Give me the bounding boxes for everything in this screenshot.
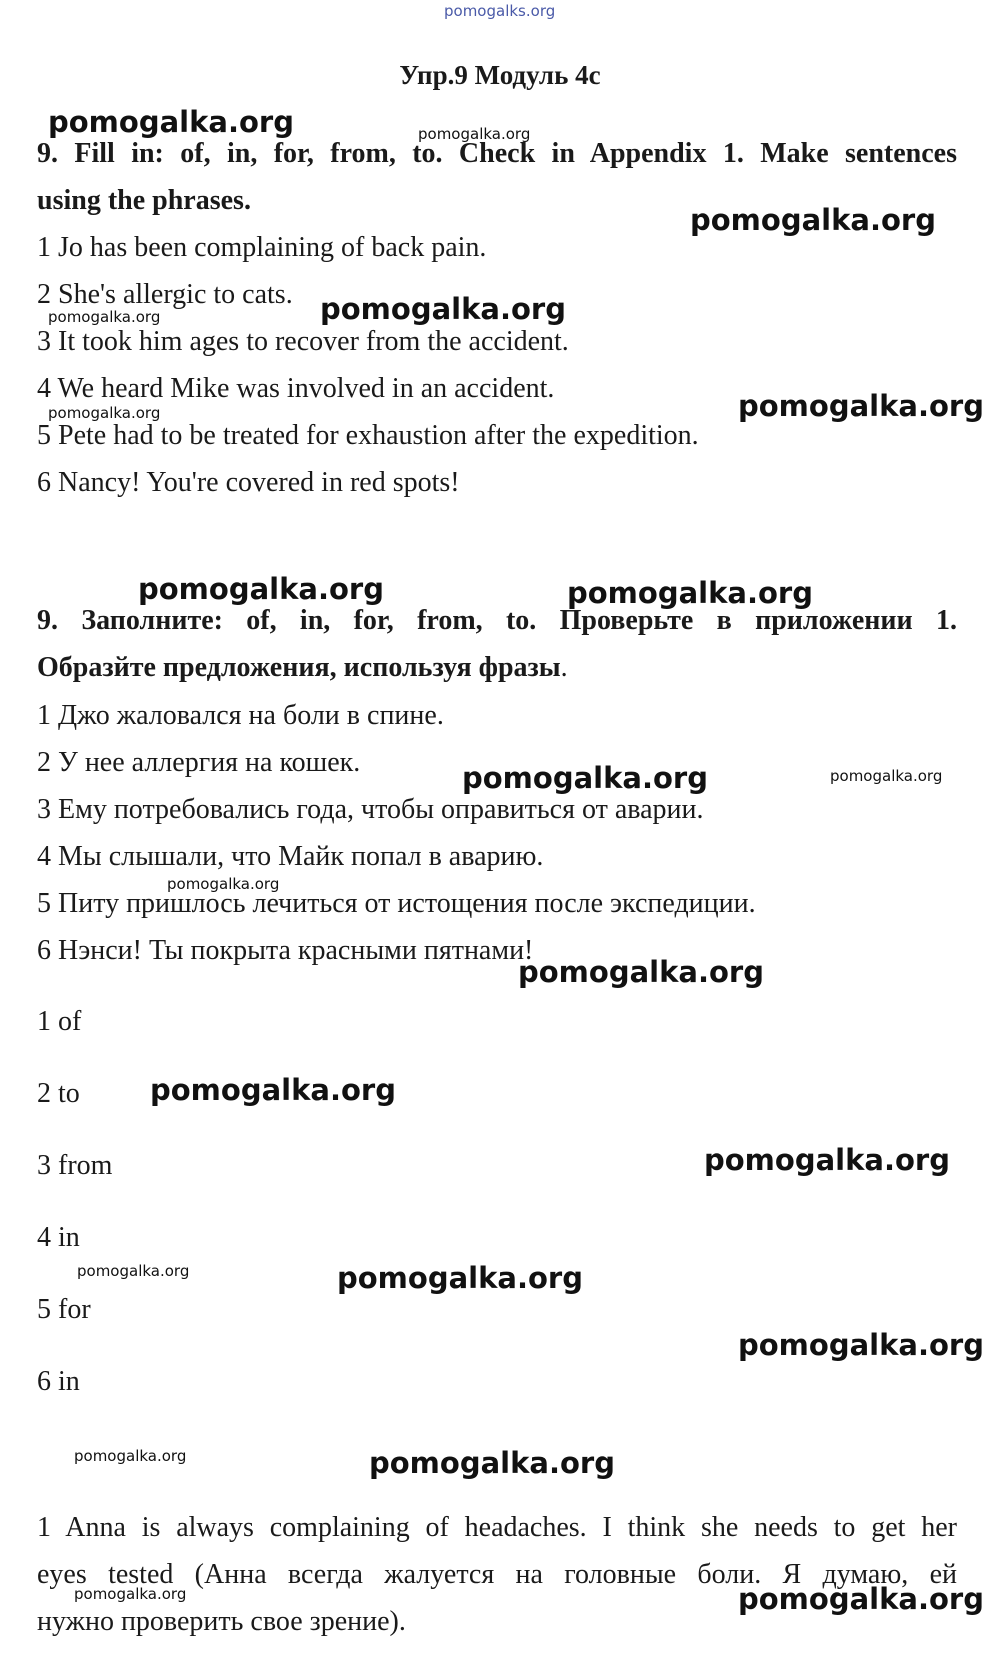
watermark: pomogalka.org — [518, 955, 764, 989]
answer-item: 1 of — [37, 1006, 82, 1037]
watermark: pomogalka.org — [320, 292, 566, 326]
watermark: pomogalka.org — [48, 404, 161, 422]
watermark: pomogalka.org — [74, 1585, 187, 1603]
russian-instruction-line2: Образйте предложения, используя фразы — [37, 652, 561, 683]
russian-sentence: 5 Питу пришлось лечиться от истощения после экспедиции. — [37, 888, 756, 919]
page-title: Упр.9 Модуль 4c — [399, 60, 601, 90]
answer-item: 4 in — [37, 1222, 80, 1253]
top-watermark: pomogalks.org — [444, 2, 556, 20]
answer-item: 2 to — [37, 1078, 80, 1109]
answer-item: 5 for — [37, 1294, 91, 1325]
answer-item: 3 from — [37, 1150, 113, 1181]
english-sentence: 3 It took him ages to recover from the accident. — [37, 326, 569, 357]
russian-sentence: 3 Ему потребовались года, чтобы оправиться от аварии. — [37, 794, 704, 825]
russian-sentence: 2 У нее аллергия на кошек. — [37, 747, 361, 778]
watermark: pomogalka.org — [738, 389, 984, 423]
watermark: pomogalka.org — [48, 105, 294, 139]
watermark: pomogalka.org — [738, 1328, 984, 1362]
answer-item: 6 in — [37, 1366, 80, 1397]
watermark: pomogalka.org — [150, 1073, 396, 1107]
example-line2: eyes tested (Анна всегда жалуется на головные боли. Я думаю, ей — [37, 1559, 957, 1590]
russian-instruction-period: . — [560, 652, 568, 683]
russian-instruction-line2-wrap — [37, 652, 568, 684]
watermark: pomogalka.org — [418, 125, 531, 143]
russian-sentence: 6 Нэнси! Ты покрыта красными пятнами! — [37, 935, 534, 966]
watermark: pomogalka.org — [74, 1447, 187, 1465]
russian-sentence: 1 Джо жаловался на боли в спине. — [37, 700, 444, 731]
english-sentence: 2 She's allergic to cats. — [37, 279, 293, 310]
russian-sentence: 4 Мы слышали, что Майк попал в аварию. — [37, 841, 544, 872]
english-instruction-line1: 9. Fill in: of, in, for, from, to. Check in Appendix 1. Make sentences — [37, 138, 957, 169]
english-sentence: 5 Pete had to be treated for exhaustion after the expedition. — [37, 420, 699, 451]
watermark: pomogalka.org — [167, 875, 280, 893]
watermark: pomogalka.org — [690, 203, 936, 237]
watermark: pomogalka.org — [567, 576, 813, 610]
watermark: pomogalka.org — [337, 1261, 583, 1295]
example-line3: нужно проверить свое зрение). — [37, 1606, 406, 1637]
watermark: pomogalka.org — [462, 761, 708, 795]
russian-instruction-line1: 9. Заполните: of, in, for, from, to. Проверьте в приложении 1. — [37, 605, 957, 636]
english-sentence: 4 We heard Mike was involved in an accident. — [37, 373, 555, 404]
watermark: pomogalka.org — [704, 1143, 950, 1177]
watermark: pomogalka.org — [369, 1446, 615, 1480]
watermark: pomogalka.org — [48, 308, 161, 326]
english-sentence: 1 Jo has been complaining of back pain. — [37, 232, 487, 263]
english-instruction-line2: using the phrases. — [37, 185, 251, 216]
example-line1: 1 Anna is always complaining of headaches. I think she needs to get her — [37, 1512, 957, 1543]
watermark: pomogalka.org — [77, 1262, 190, 1280]
english-sentence: 6 Nancy! You're covered in red spots! — [37, 467, 460, 498]
watermark: pomogalka.org — [830, 767, 943, 785]
watermark: pomogalka.org — [138, 572, 384, 606]
watermark: pomogalka.org — [738, 1582, 984, 1616]
